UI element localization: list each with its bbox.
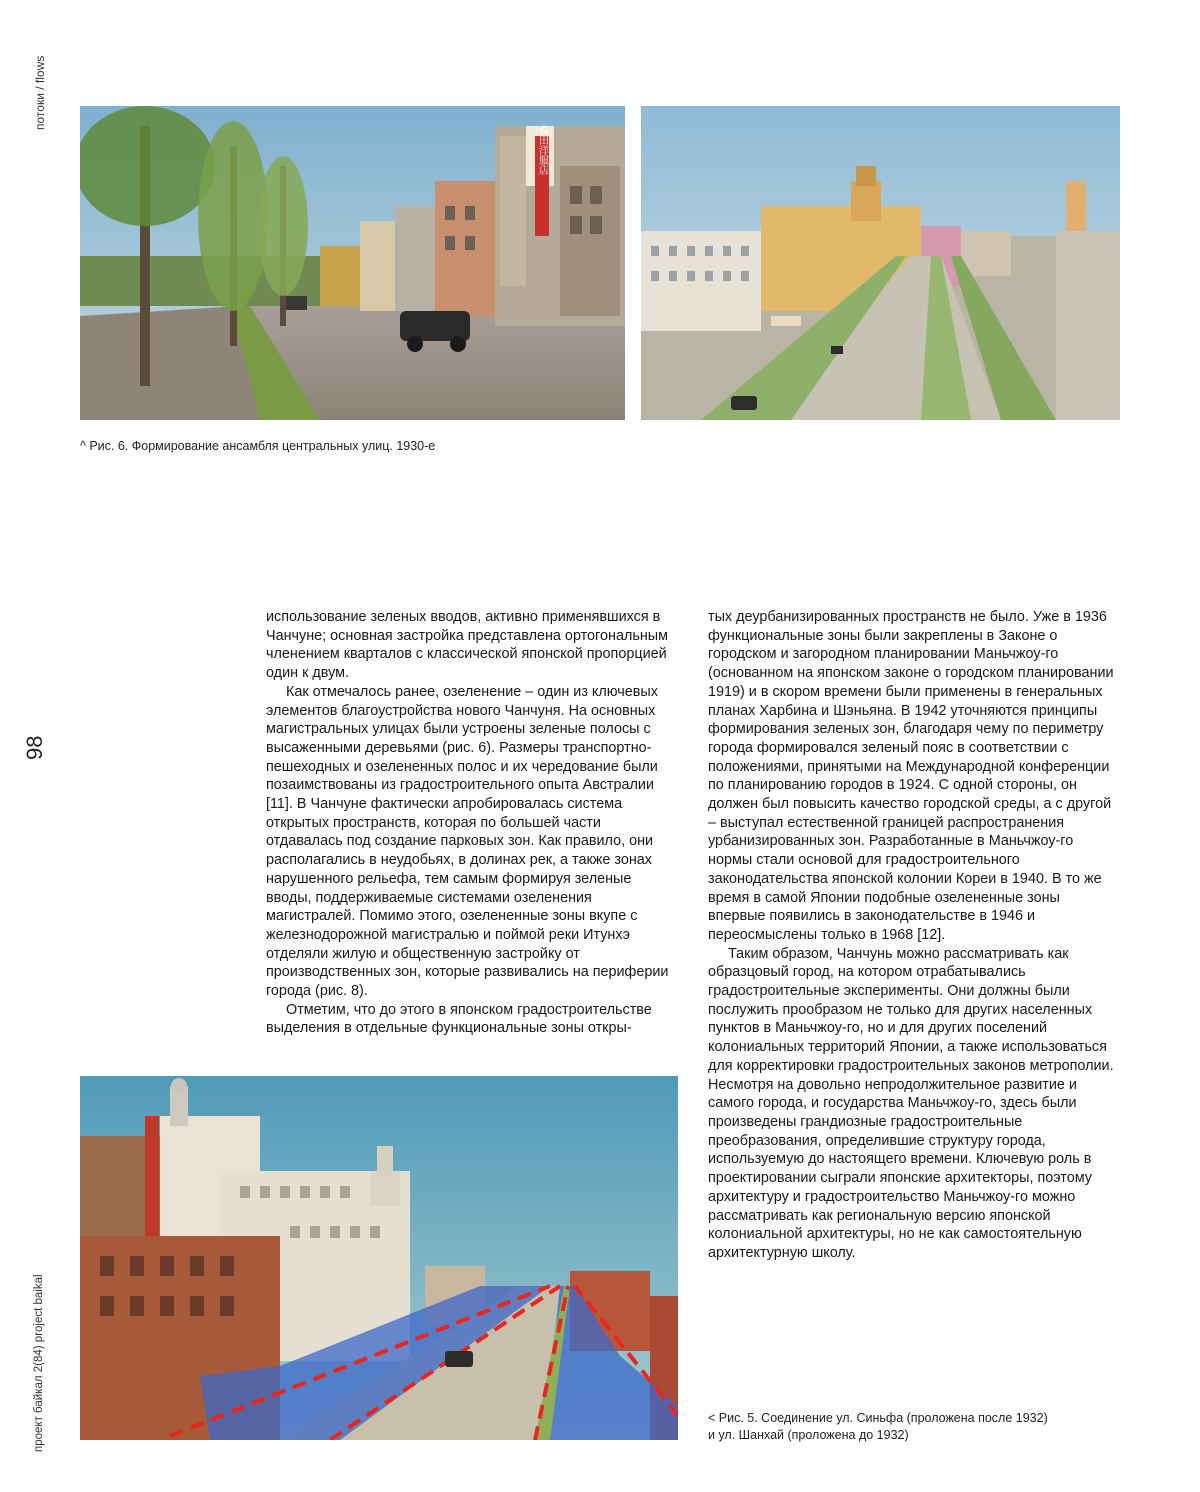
figure-5-caption-line-1: < Рис. 5. Соединение ул. Синьфа (проложена после 1932) bbox=[708, 1410, 1128, 1427]
paragraph: Таким образом, Чанчунь можно рассматривать как образцовый город, на котором отрабатывались градостроительные эксперименты. Они должны были послужить прообразом не только для других населенных пунктов в Маньчжоу-го, но и для других поселений колониальных территорий Японии, а также использоваться для корректировки градостроительных законов метрополии. Несмотря на довольно непродолжительное развитие и самого города, и государства Маньчжоу-го, здесь были произведены грандиозные градостроительные преобразования, определившие структуру города, используемую до настоящего времени. Ключевую роль в проектировании сыграли японские архитекторы, поэтому архитектуру и градостроительство Маньчжоу-го можно рассматривать как региональную версию японской колониальной архитектуры, но не как самостоятельную архитектурную школу. bbox=[708, 945, 1120, 1263]
shop-sign-text: 森田洋服店 bbox=[537, 124, 549, 176]
figure-6-photo-right bbox=[641, 106, 1120, 420]
boulevard-illustration bbox=[641, 106, 1120, 420]
street-junction-illustration bbox=[80, 1076, 678, 1440]
figure-6-caption: ^ Рис. 6. Формирование ансамбля центральных улиц. 1930-е bbox=[80, 438, 435, 455]
paragraph: тых деурбанизированных пространств не было. Уже в 1936 функциональные зоны были закреплены в Законе о городском и загородном планировании Маньчжоу-го (основанном на японском законе о городском планировании 1919) и в скором времени были применены в генеральных планах Харбина и Шэньяна. В 1942 уточняются принципы формирования зеленых зон, благодаря чему по периметру города формировался зеленый пояс в соответствии с положениями, принятыми на Международной конференции по планированию городов в 1924. С одной стороны, он должен был повысить качество городской среды, а с другой – выступал естественной границей распространения урбанизированных зон. Разработанные в Маньчжоу-го нормы стали основой для градостроительного законодательства японской колонии Кореи в 1940. В то же время в самой Японии подобные озелененные зоны впервые появились в законодательстве в 1946 и переосмыслены только в 1968 [12]. bbox=[708, 608, 1120, 945]
paragraph: Как отмечалось ранее, озеленение – один из ключевых элементов благоустройства нового Чанчуня. На основных магистральных улицах были устроены зеленые полосы с высаженными деревьями (рис. 6). Размеры транспортно-пешеходных и озелененных полос и их чередование были позаимствованы из градостроительного опыта Австралии [11]. В Чанчуне фактически апробировалась система открытых пространств, которая по большей части отдавалась под создание парковых зон. Как правило, они располагались в неудобьях, в долинах рек, а также зонах нарушенного рельефа, тем самым формируя зеленые вводы, поддерживаемые системами озеленения магистралей. Помимо этого, озелененные зоны вкупе с железнодорожной магистралью и поймой реки Итунхэ отделяли жилую и общественную застройку от производственных зон, которые развивались на периферии города (рис. 8). bbox=[266, 683, 676, 1001]
paragraph: Отметим, что до этого в японском градостроительстве выделения в отдельные функциональные зоны откры- bbox=[266, 1001, 676, 1038]
paragraph: использование зеленых вводов, активно применявшихся в Чанчуне; основная застройка представлена ортогональным членением кварталов с классической японской пропорцией один к двум. bbox=[266, 608, 676, 683]
page-number: 98 bbox=[22, 736, 48, 760]
side-journal-label: проект байкал 2(84) project baikal bbox=[33, 1274, 45, 1452]
street-illustration-left bbox=[80, 106, 625, 420]
text-column-left bbox=[266, 608, 676, 1038]
figure-5-caption-line-2: и ул. Шанхай (проложена до 1932) bbox=[708, 1427, 1128, 1444]
text-column-right bbox=[708, 608, 1120, 1263]
figure-6-photo-left bbox=[80, 106, 625, 420]
side-section-label: потоки / flows bbox=[33, 56, 47, 130]
figure-5-photo bbox=[80, 1076, 678, 1440]
figure-5-caption bbox=[708, 1410, 1128, 1444]
